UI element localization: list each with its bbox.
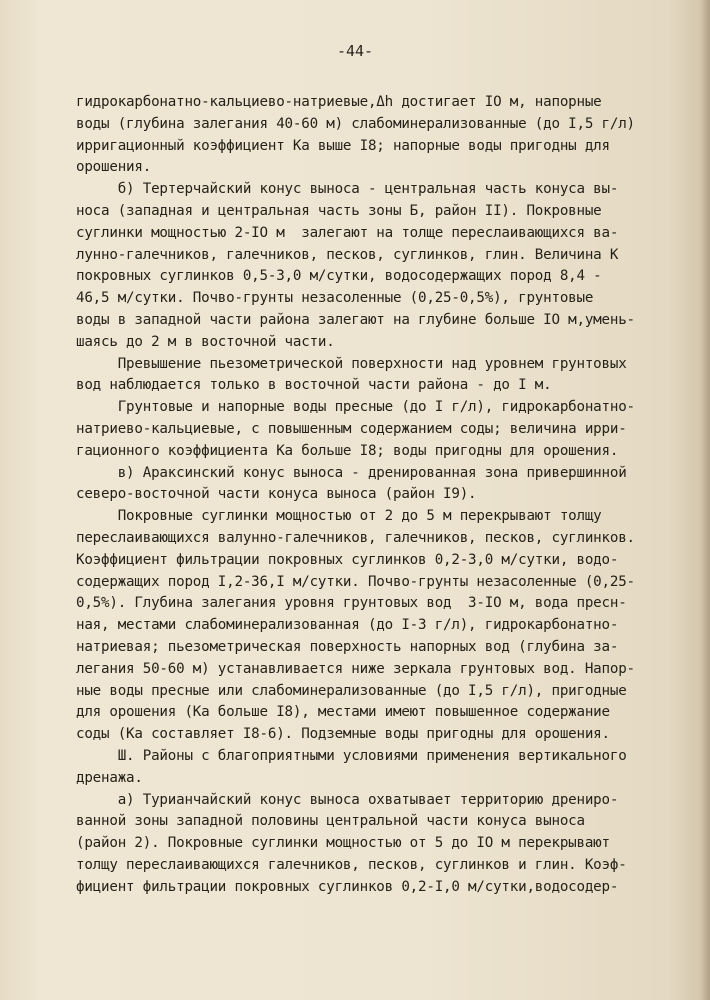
text-line: соды (Ка составляет I8-6). Подземные воды пригодны для орошения. <box>76 726 610 743</box>
text-line: ирригационный коэффициент Ka выше I8; напорные воды пригодны для <box>76 137 610 154</box>
text-line: натриево-кальциевые, с повышенным содержанием соды; величина ирри- <box>76 420 627 437</box>
text-line: а) Турианчайский конус выноса охватывает территорию дрениро- <box>76 791 619 808</box>
text-line: северо-восточной части конуса выноса (район I9). <box>76 486 477 503</box>
text-line: Покровные суглинки мощностью от 2 до 5 м перекрывают толщу <box>76 508 602 525</box>
text-line: суглинки мощностью 2-IO м залегают на толще переслаивающихся ва- <box>76 224 619 241</box>
body-text <box>76 92 706 898</box>
text-line: Грунтовые и напорные воды пресные (до I г/л), гидрокарбонатно- <box>76 399 635 416</box>
text-line: натриевая; пьезометрическая поверхность напорных вод (глубина за- <box>76 638 619 655</box>
text-line: 46,5 м/сутки. Почво-грунты незасоленные (0,25-0,5%), грунтовые <box>76 290 594 307</box>
page-number: -44- <box>336 42 374 60</box>
text-line: воды (глубина залегания 40-60 м) слабоминерализованные (до I,5 г/л) <box>76 115 635 132</box>
text-line: содержащих пород I,2-36,I м/сутки. Почво-грунты незасоленные (0,25- <box>76 573 635 590</box>
text-line: 0,5%). Глубина залегания уровня грунтовых вод 3-IO м, вода пресн- <box>76 595 627 612</box>
text-line: ная, местами слабоминерализованная (до I-3 г/л), гидрокарбонатно- <box>76 617 619 634</box>
text-line: Ш. Районы с благоприятными условиями применения вертикального <box>76 747 627 764</box>
text-line: легания 50-60 м) устанавливается ниже зеркала грунтовых вод. Напор- <box>76 660 635 677</box>
text-line: вод наблюдается только в восточной части района - до I м. <box>76 377 552 394</box>
text-line: воды в западной части района залегают на глубине больше IO м,умень- <box>76 311 635 328</box>
text-line: покровных суглинков 0,5-3,0 м/сутки, водосодержащих пород 8,4 - <box>76 268 602 285</box>
text-line: гационного коэффициента Ка больше I8; воды пригодны для орошения. <box>76 442 619 459</box>
text-line: толщу переслаивающихся галечников, песков, суглинков и глин. Коэф- <box>76 856 627 873</box>
text-line: б) Тертерчайский конус выноса - центральная часть конуса вы- <box>76 181 619 198</box>
text-line: лунно-галечников, галечников, песков, суглинков, глин. Величина К <box>76 246 619 263</box>
text-line: (район 2). Покровные суглинки мощностью от 5 до IO м перекрывают <box>76 835 610 852</box>
text-line: дренажа. <box>76 769 143 786</box>
text-line: переслаивающихся валунно-галечников, галечников, песков, суглинков. <box>76 529 635 546</box>
text-line: Коэффициент фильтрации покровных суглинков 0,2-3,0 м/сутки, водо- <box>76 551 619 568</box>
text-line: орошения. <box>76 159 152 176</box>
text-line: ванной зоны западной половины центральной части конуса выноса <box>76 813 585 830</box>
text-line: ные воды пресные или слабоминерализованные (до I,5 г/л), пригодные <box>76 682 627 699</box>
text-line: фициент фильтрации покровных суглинков 0,2-I,0 м/сутки,водосодер- <box>76 878 619 895</box>
text-line: для орошения (Ка больше I8), местами имеют повышенное содержание <box>76 704 610 721</box>
text-line: в) Араксинский конус выноса - дренированная зона привершинной <box>76 464 627 481</box>
text-line: носа (западная и центральная часть зоны Б, район II). Покровные <box>76 202 602 219</box>
text-line: Превышение пьезометрической поверхности над уровнем грунтовых <box>76 355 627 372</box>
text-line: шаясь до 2 м в восточной части. <box>76 333 335 350</box>
text-line: гидрокарбонатно-кальциево-натриевые,Δh достигает IO м, напорные <box>76 94 602 110</box>
